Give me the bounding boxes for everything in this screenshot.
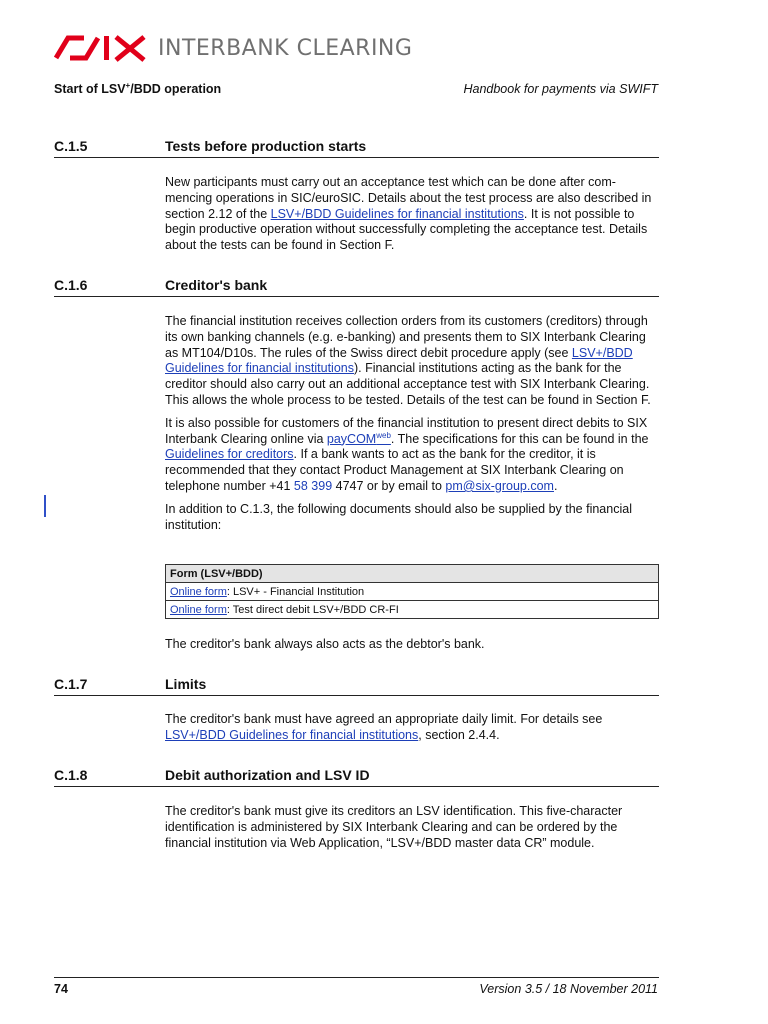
section-title: Tests before production starts [165, 138, 367, 154]
section-body: The creditor's bank must have agreed an appropriate daily limit. For details see LSV+/BDD Guidelines for financial institutions, section 2.4.4. [165, 712, 603, 742]
section-body: New participants must carry out an acceptance test which can be done after com-mencing operations in SIC/euroSIC. Details about the test process are also described in section 2.12 of the LSV+/BDD Guidelines for financial institutions. It is not possible to begin productive operation without successfully completing the acceptance test. Details about the tests can be found in Section F. [165, 175, 652, 253]
section-body: The creditor's bank always also acts as the debtor's bank. [165, 637, 485, 651]
header-chapter-title: Start of LSV+/BDD operation [54, 80, 222, 96]
online-form-link[interactable]: Online form [170, 603, 227, 616]
version-info: Version 3.5 / 18 November 2011 [479, 982, 658, 996]
section-body: The financial institution receives collection orders from its customers (creditors) through its own banking channels (e.g. e-banking) and presents them to SIX Interbank Clearing as MT104/D10s. The rules of the Swiss direct debit procedure apply (see LSV+/BDD Guidelines for financial institutions). Financial institutions acting as the bank for the creditor should also carry out an additional acceptance test with SIX Interbank Clearing. This allows the whole process to be tested. Details of the test can be found in Section F. It is also possible for customers of the financial institution to present direct debits to SIX Interbank Clearing online via payCOM$^{web}$. The specifications for this can be found in the Guidelines for creditors. If a bank wants to act as the bank for the creditor, it is recommended that they contact Product Management at SIX Interbank Clearing on telephone number +41 58 399 4747 or by email to pm@six-group.com. In addition to C.1.3, the following documents should also be supplied by the financial institution: [165, 314, 651, 532]
text-cursor [44, 495, 46, 517]
guidelines-link[interactable]: LSV+/BDD Guidelines for financial institutions [165, 345, 633, 376]
page-number: 74 [54, 982, 68, 996]
forms-table [165, 564, 659, 619]
six-logo [54, 33, 412, 63]
section-number: C.1.5 [54, 138, 88, 154]
header-handbook-title: Handbook for payments via SWIFT [463, 82, 658, 96]
section-rule [54, 157, 659, 158]
online-form-link[interactable]: Online form [170, 585, 227, 598]
footer-rule [54, 977, 659, 978]
table-row: Online form: Test direct debit LSV+/BDD CR-FI [166, 601, 659, 619]
table-header: Form (LSV+/BDD) [166, 565, 659, 583]
section-rule [54, 786, 659, 787]
section-number: C.1.7 [54, 676, 88, 692]
guidelines-link[interactable]: LSV+/BDD Guidelines for financial institutions [270, 206, 524, 221]
section-number: C.1.6 [54, 277, 88, 293]
section-title: Limits [165, 676, 207, 692]
section-title: Creditor's bank [165, 277, 268, 293]
paycom-link[interactable]: payCOM$^{web}$ [326, 430, 391, 446]
creditor-guidelines-link[interactable]: Guidelines for creditors [165, 447, 294, 462]
section-rule [54, 695, 659, 696]
section-number: C.1.8 [54, 767, 88, 783]
guidelines-link[interactable]: LSV+/BDD Guidelines for financial institutions [165, 727, 419, 742]
table-row: Online form: LSV+ - Financial Institution [166, 583, 659, 601]
section-body: The creditor's bank must give its creditors an LSV identification. This five-character identification is administered by SIX Interbank Clearing and can be ordered by the financial institution via Web Application, “LSV+/BDD master data CR” module. [165, 804, 623, 850]
logo-text: INTERBANK CLEARING [158, 35, 413, 61]
email-link[interactable]: pm@six-group.com [445, 478, 554, 493]
section-title: Debit authorization and LSV ID [165, 767, 370, 783]
six-logo-icon [54, 34, 150, 62]
section-rule [54, 296, 659, 297]
phone-number[interactable]: 58 399 [293, 478, 333, 493]
